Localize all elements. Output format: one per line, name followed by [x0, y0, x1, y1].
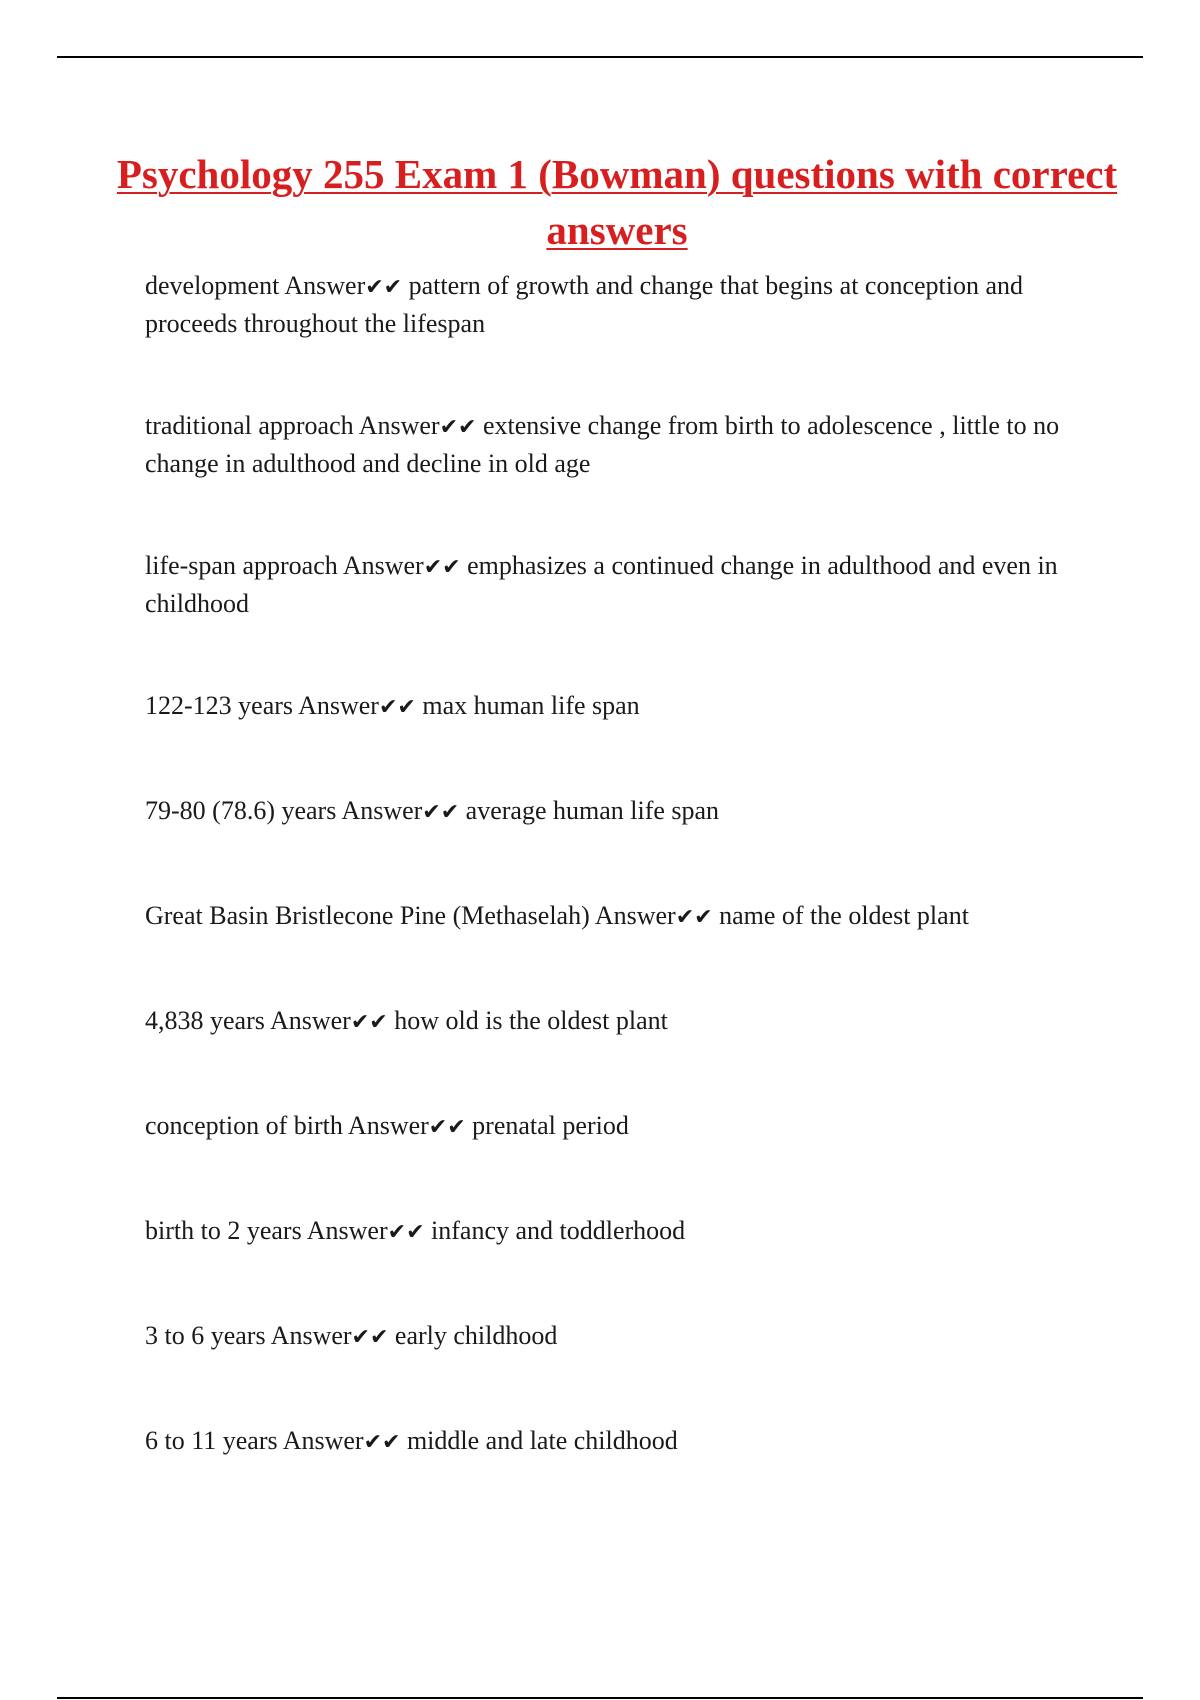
answer-label: Answer: [342, 551, 424, 580]
qa-item: [145, 408, 1095, 482]
footer-rule: [57, 1697, 1143, 1699]
qa-item: [145, 1213, 1095, 1251]
qa-term: conception of birth: [145, 1111, 343, 1140]
qa-definition: name of the oldest plant: [719, 901, 969, 930]
check-mark-icon: ✔✔: [428, 1115, 466, 1140]
qa-term: life-span approach: [145, 551, 338, 580]
answer-label: Answer: [306, 1216, 388, 1245]
check-mark-icon: ✔✔: [423, 555, 461, 580]
header-rule: [57, 56, 1143, 58]
answer-label: Answer: [347, 1111, 429, 1140]
qa-item: [145, 1108, 1095, 1146]
document-title: Psychology 255 Exam 1 (Bowman) questions with correct answers: [116, 151, 1118, 253]
check-mark-icon: ✔✔: [439, 415, 477, 440]
check-mark-icon: ✔✔: [363, 1430, 401, 1455]
qa-item: [145, 1423, 1095, 1461]
check-mark-icon: ✔✔: [365, 275, 403, 300]
qa-definition: how old is the oldest plant: [394, 1006, 668, 1035]
check-mark-icon: ✔✔: [350, 1010, 388, 1035]
qa-item: [145, 688, 1095, 726]
qa-definition: early childhood: [394, 1321, 558, 1350]
qa-item: [145, 1318, 1095, 1356]
qa-term: Great Basin Bristlecone Pine (Methaselah): [145, 901, 590, 930]
answer-label: Answer: [341, 796, 423, 825]
answer-label: Answer: [358, 411, 440, 440]
qa-definition: middle and late childhood: [406, 1426, 678, 1455]
qa-definition: prenatal period: [472, 1111, 629, 1140]
check-mark-icon: ✔✔: [422, 800, 460, 825]
qa-item: [145, 793, 1095, 831]
check-mark-icon: ✔✔: [675, 905, 713, 930]
answer-label: Answer: [269, 1006, 351, 1035]
qa-definition: average human life span: [465, 796, 720, 825]
check-mark-icon: ✔✔: [351, 1325, 389, 1350]
check-mark-icon: ✔✔: [387, 1220, 425, 1245]
qa-definition: pattern of growth and change that begins at conception and proceeds throughout the lifespan: [145, 271, 1024, 338]
qa-item: [145, 268, 1095, 342]
qa-term: 122-123 years: [145, 691, 294, 720]
answer-label: Answer: [282, 1426, 364, 1455]
qa-list: [145, 268, 1095, 1461]
check-mark-icon: ✔✔: [378, 695, 416, 720]
qa-item: [145, 898, 1095, 936]
answer-label: Answer: [284, 271, 366, 300]
qa-definition: emphasizes a continued change in adulthood and even in childhood: [145, 551, 1058, 618]
qa-item: [145, 548, 1095, 622]
qa-term: traditional approach: [145, 411, 354, 440]
qa-term: development: [145, 271, 280, 300]
qa-definition: max human life span: [422, 691, 640, 720]
qa-term: 79-80 (78.6) years: [145, 796, 337, 825]
answer-label: Answer: [270, 1321, 352, 1350]
answer-label: Answer: [594, 901, 676, 930]
qa-term: 6 to 11 years: [145, 1426, 278, 1455]
answer-label: Answer: [298, 691, 379, 720]
qa-term: birth to 2 years: [145, 1216, 302, 1245]
qa-term: 3 to 6 years: [145, 1321, 266, 1350]
qa-definition: extensive change from birth to adolescence , little to no change in adulthood and decline in old age: [145, 411, 1060, 478]
qa-item: [145, 1003, 1095, 1041]
qa-term: 4,838 years: [145, 1006, 265, 1035]
qa-definition: infancy and toddlerhood: [431, 1216, 686, 1245]
